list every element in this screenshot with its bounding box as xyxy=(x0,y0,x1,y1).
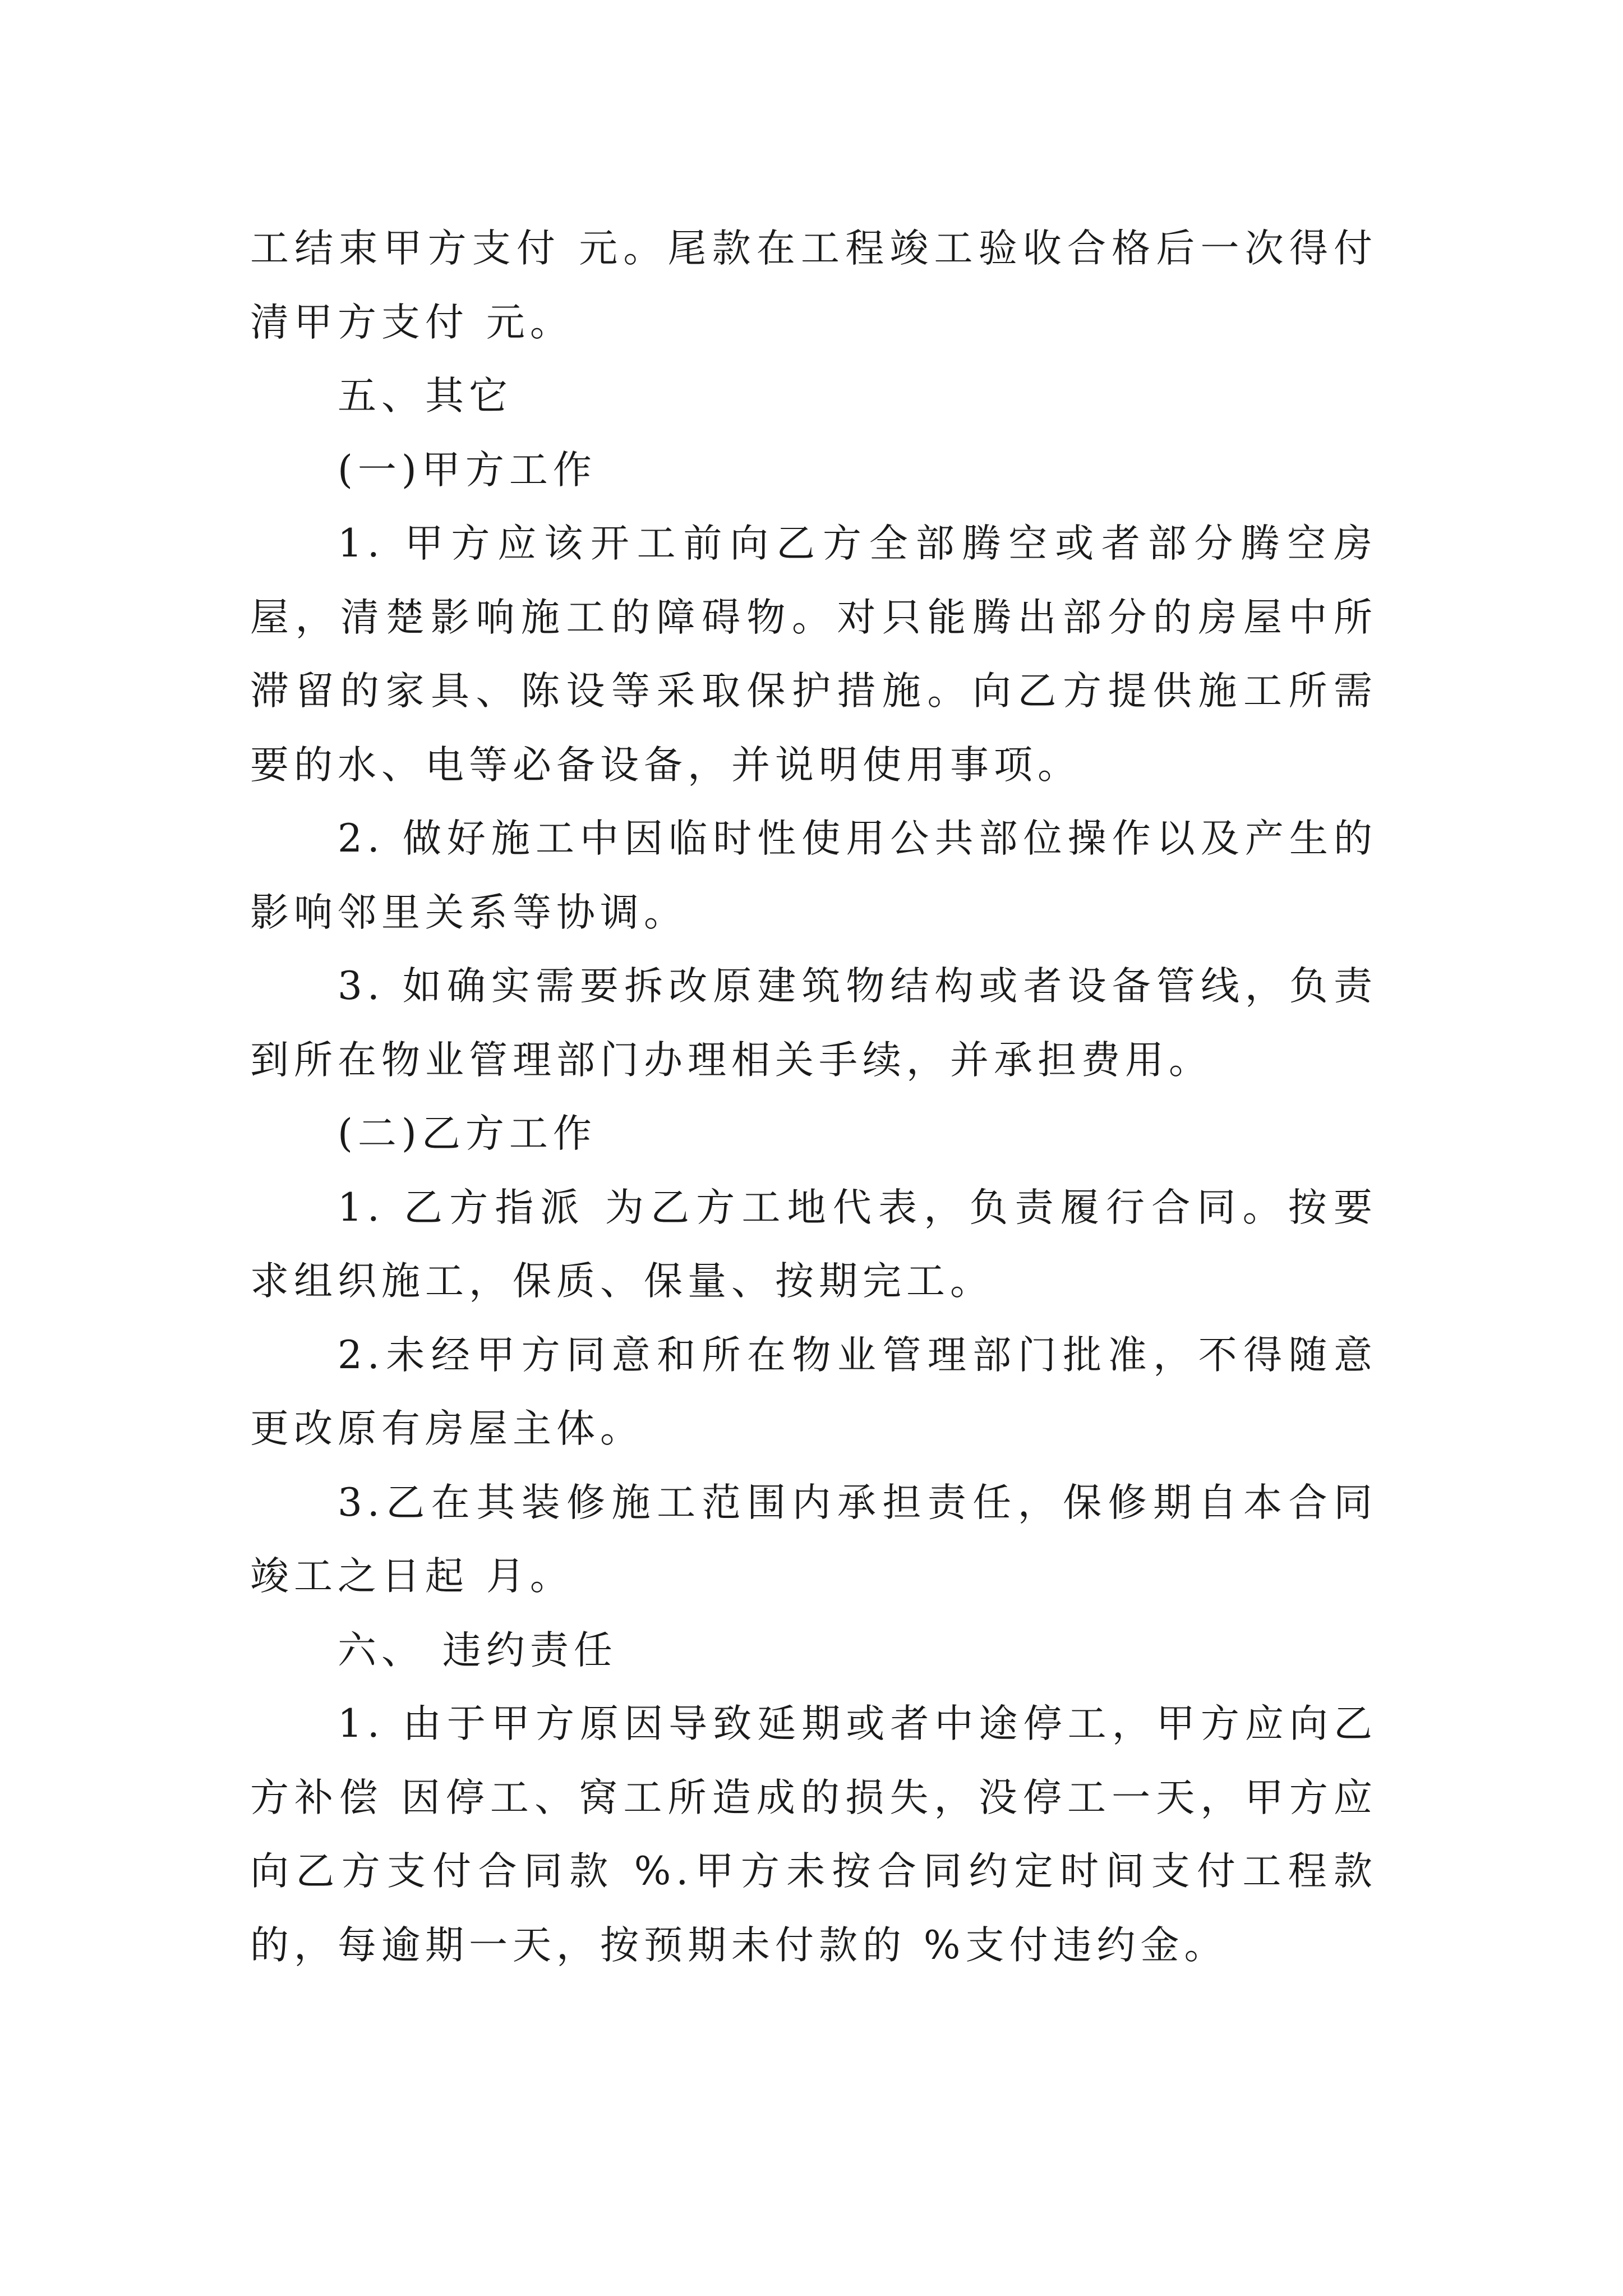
heading-section-six: 六、 违约责任 xyxy=(338,1627,617,1673)
paragraph-breach-item-1: 1. 由于甲方原因导致延期或者中途停工，甲方应向乙方补偿 因停工、窝工所造成的损失，没停工一天，甲方应向乙方支付合同款 %.甲方未按合同约定时间支付工程款的，每逾期一天，按预期未付款的 %支付违约金。 xyxy=(250,1701,1377,1968)
paragraph-party-b-item-3: 3.乙在其装修施工范围内承担责任，保修期自本合同竣工之日起 月。 xyxy=(250,1480,1377,1599)
paragraph-party-a-item-3: 3. 如确实需要拆改原建筑物结构或者设备管线，负责到所在物业管理部门办理相关手续，并承担费用。 xyxy=(250,964,1377,1083)
subheading-party-b-work: (二)乙方工作 xyxy=(338,1111,597,1156)
paragraph-party-a-item-1: 1. 甲方应该开工前向乙方全部腾空或者部分腾空房屋，清楚影响施工的障碍物。对只能腾出部分的房屋中所滞留的家具、陈设等采取保护措施。向乙方提供施工所需要的水、电等必备设备，并说明使用事项。 xyxy=(250,521,1377,788)
document-body xyxy=(250,212,1377,1982)
paragraph-payment-terms: 工结束甲方支付 元。尾款在工程竣工验收合格后一次得付清甲方支付 元。 xyxy=(250,226,1377,345)
paragraph-party-b-item-1: 1. 乙方指派 为乙方工地代表，负责履行合同。按要求组织施工，保质、保量、按期完工。 xyxy=(250,1185,1377,1304)
subheading-party-a-work: (一)甲方工作 xyxy=(338,447,597,493)
paragraph-party-b-item-2: 2.未经甲方同意和所在物业管理部门批准，不得随意更改原有房屋主体。 xyxy=(250,1332,1377,1451)
heading-section-five: 五、其它 xyxy=(338,374,513,418)
paragraph-party-a-item-2: 2. 做好施工中因临时性使用公共部位操作以及产生的影响邻里关系等协调。 xyxy=(250,816,1377,935)
